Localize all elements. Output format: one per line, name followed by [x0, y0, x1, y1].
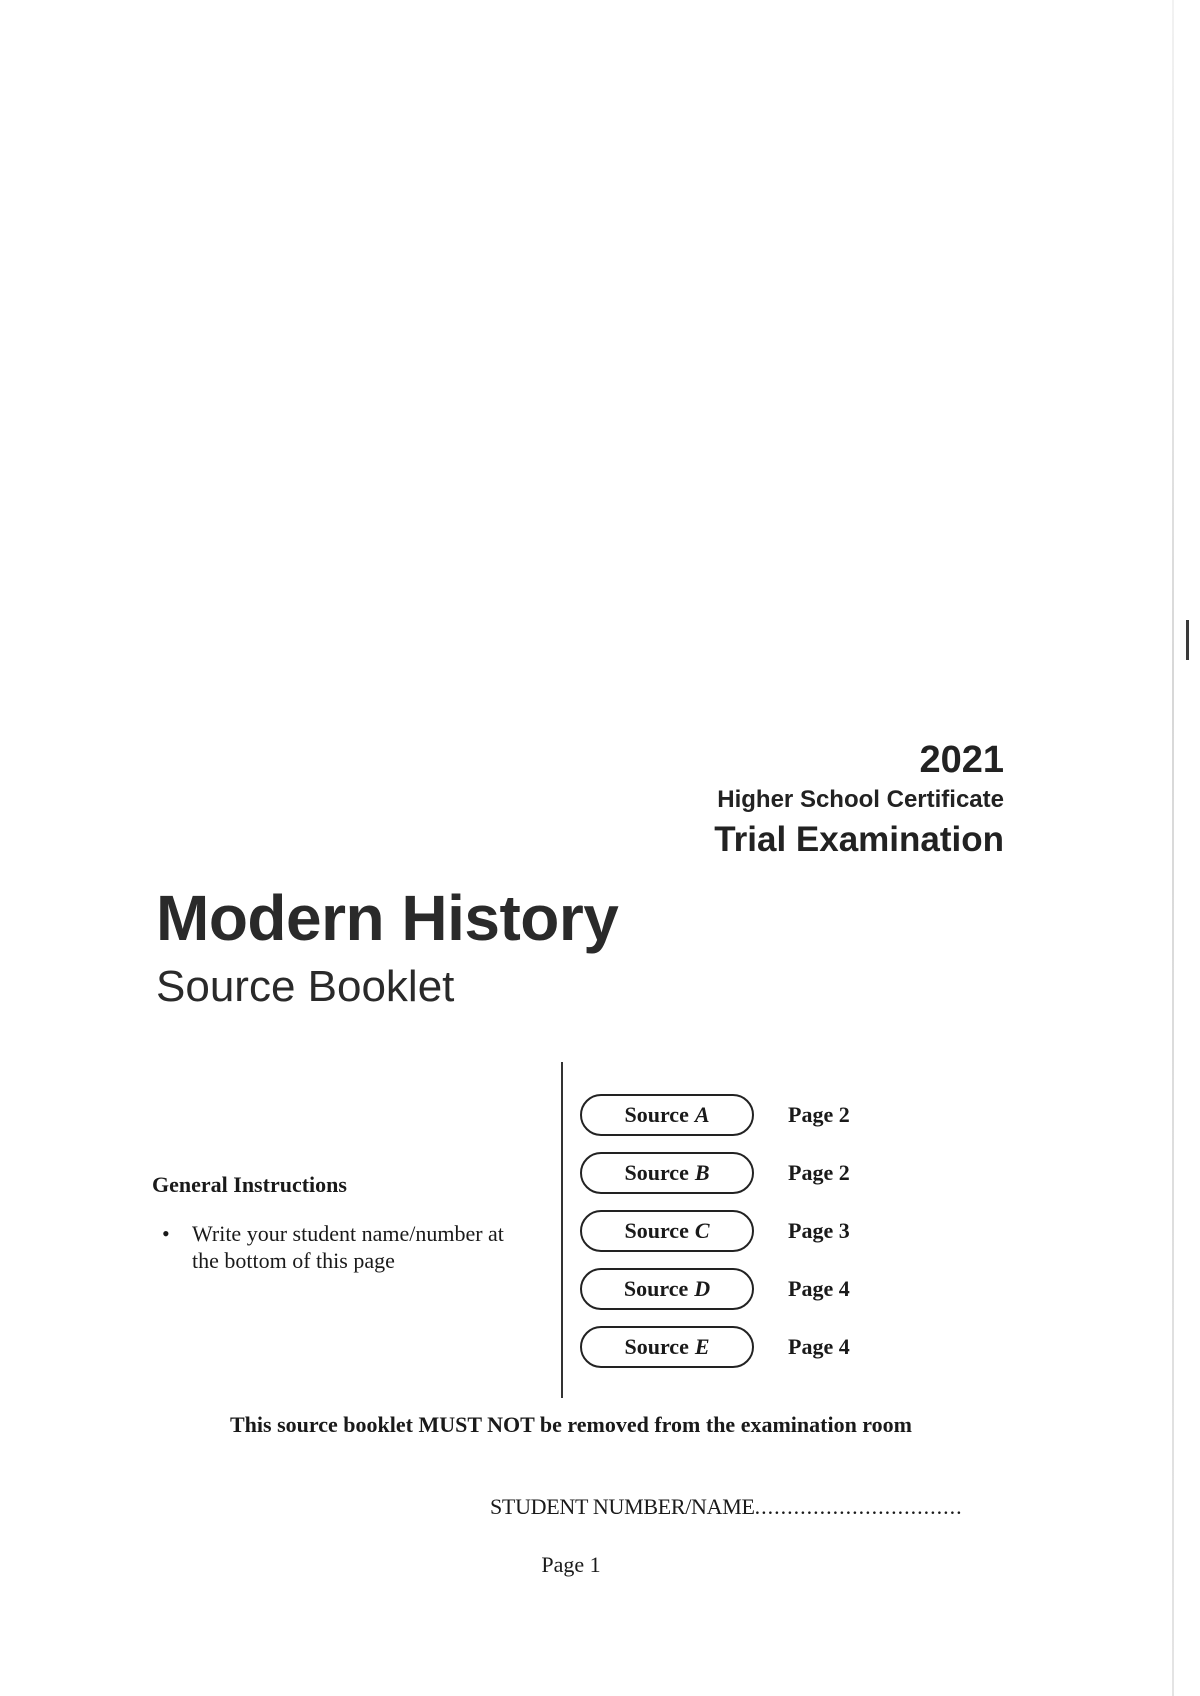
source-label: Source: [624, 1160, 689, 1185]
exam-type: Trial Examination: [714, 820, 1004, 859]
subject-block: [156, 880, 618, 1014]
source-letter: D: [694, 1276, 711, 1301]
source-letter: C: [694, 1218, 710, 1243]
source-row-c: [580, 1202, 850, 1260]
source-row-a: [580, 1086, 850, 1144]
general-instructions: [152, 1170, 532, 1274]
source-b-page: Page 2: [788, 1160, 850, 1185]
bullet-icon: •: [162, 1221, 170, 1246]
removal-warning: This source booklet MUST NOT be removed from the examination room: [230, 1412, 912, 1437]
source-row-e: [580, 1318, 850, 1376]
subject-title: Modern History: [156, 882, 619, 954]
source-a-pill: [580, 1094, 754, 1136]
exam-header: [714, 738, 1004, 862]
scan-edge-line: [1172, 0, 1174, 1696]
source-label: Source: [624, 1102, 689, 1127]
student-dots: ................................: [754, 1494, 963, 1519]
source-letter: E: [694, 1334, 710, 1359]
subject-subtitle: Source Booklet: [156, 962, 455, 1011]
student-label: STUDENT NUMBER/NAME: [490, 1494, 755, 1519]
source-letter: B: [694, 1160, 710, 1185]
source-label: Source: [624, 1334, 689, 1359]
instructions-heading: General Instructions: [152, 1172, 347, 1197]
instruction-text: Write your student name/number at the bottom of this page: [192, 1221, 504, 1273]
source-d-page: Page 4: [788, 1276, 850, 1301]
source-label: Source: [623, 1276, 689, 1301]
source-row-b: [580, 1144, 850, 1202]
source-label: Source: [624, 1218, 689, 1243]
source-c-pill: [580, 1210, 754, 1252]
vertical-divider: [561, 1062, 563, 1398]
source-e-page: Page 4: [788, 1334, 850, 1359]
scan-edge-mark: [1186, 620, 1189, 660]
source-e-pill: [580, 1326, 754, 1368]
exam-year: 2021: [919, 739, 1004, 781]
source-d-pill: [580, 1268, 754, 1310]
source-a-page: Page 2: [788, 1102, 850, 1127]
instruction-item: [162, 1220, 532, 1274]
source-c-page: Page 3: [788, 1218, 850, 1243]
source-letter: A: [694, 1102, 710, 1127]
source-list: [580, 1086, 850, 1376]
source-b-pill: [580, 1152, 754, 1194]
page-number: Page 1: [541, 1552, 601, 1577]
exam-certificate: Higher School Certificate: [717, 786, 1004, 813]
student-field: [490, 1494, 963, 1520]
source-row-d: [580, 1260, 850, 1318]
